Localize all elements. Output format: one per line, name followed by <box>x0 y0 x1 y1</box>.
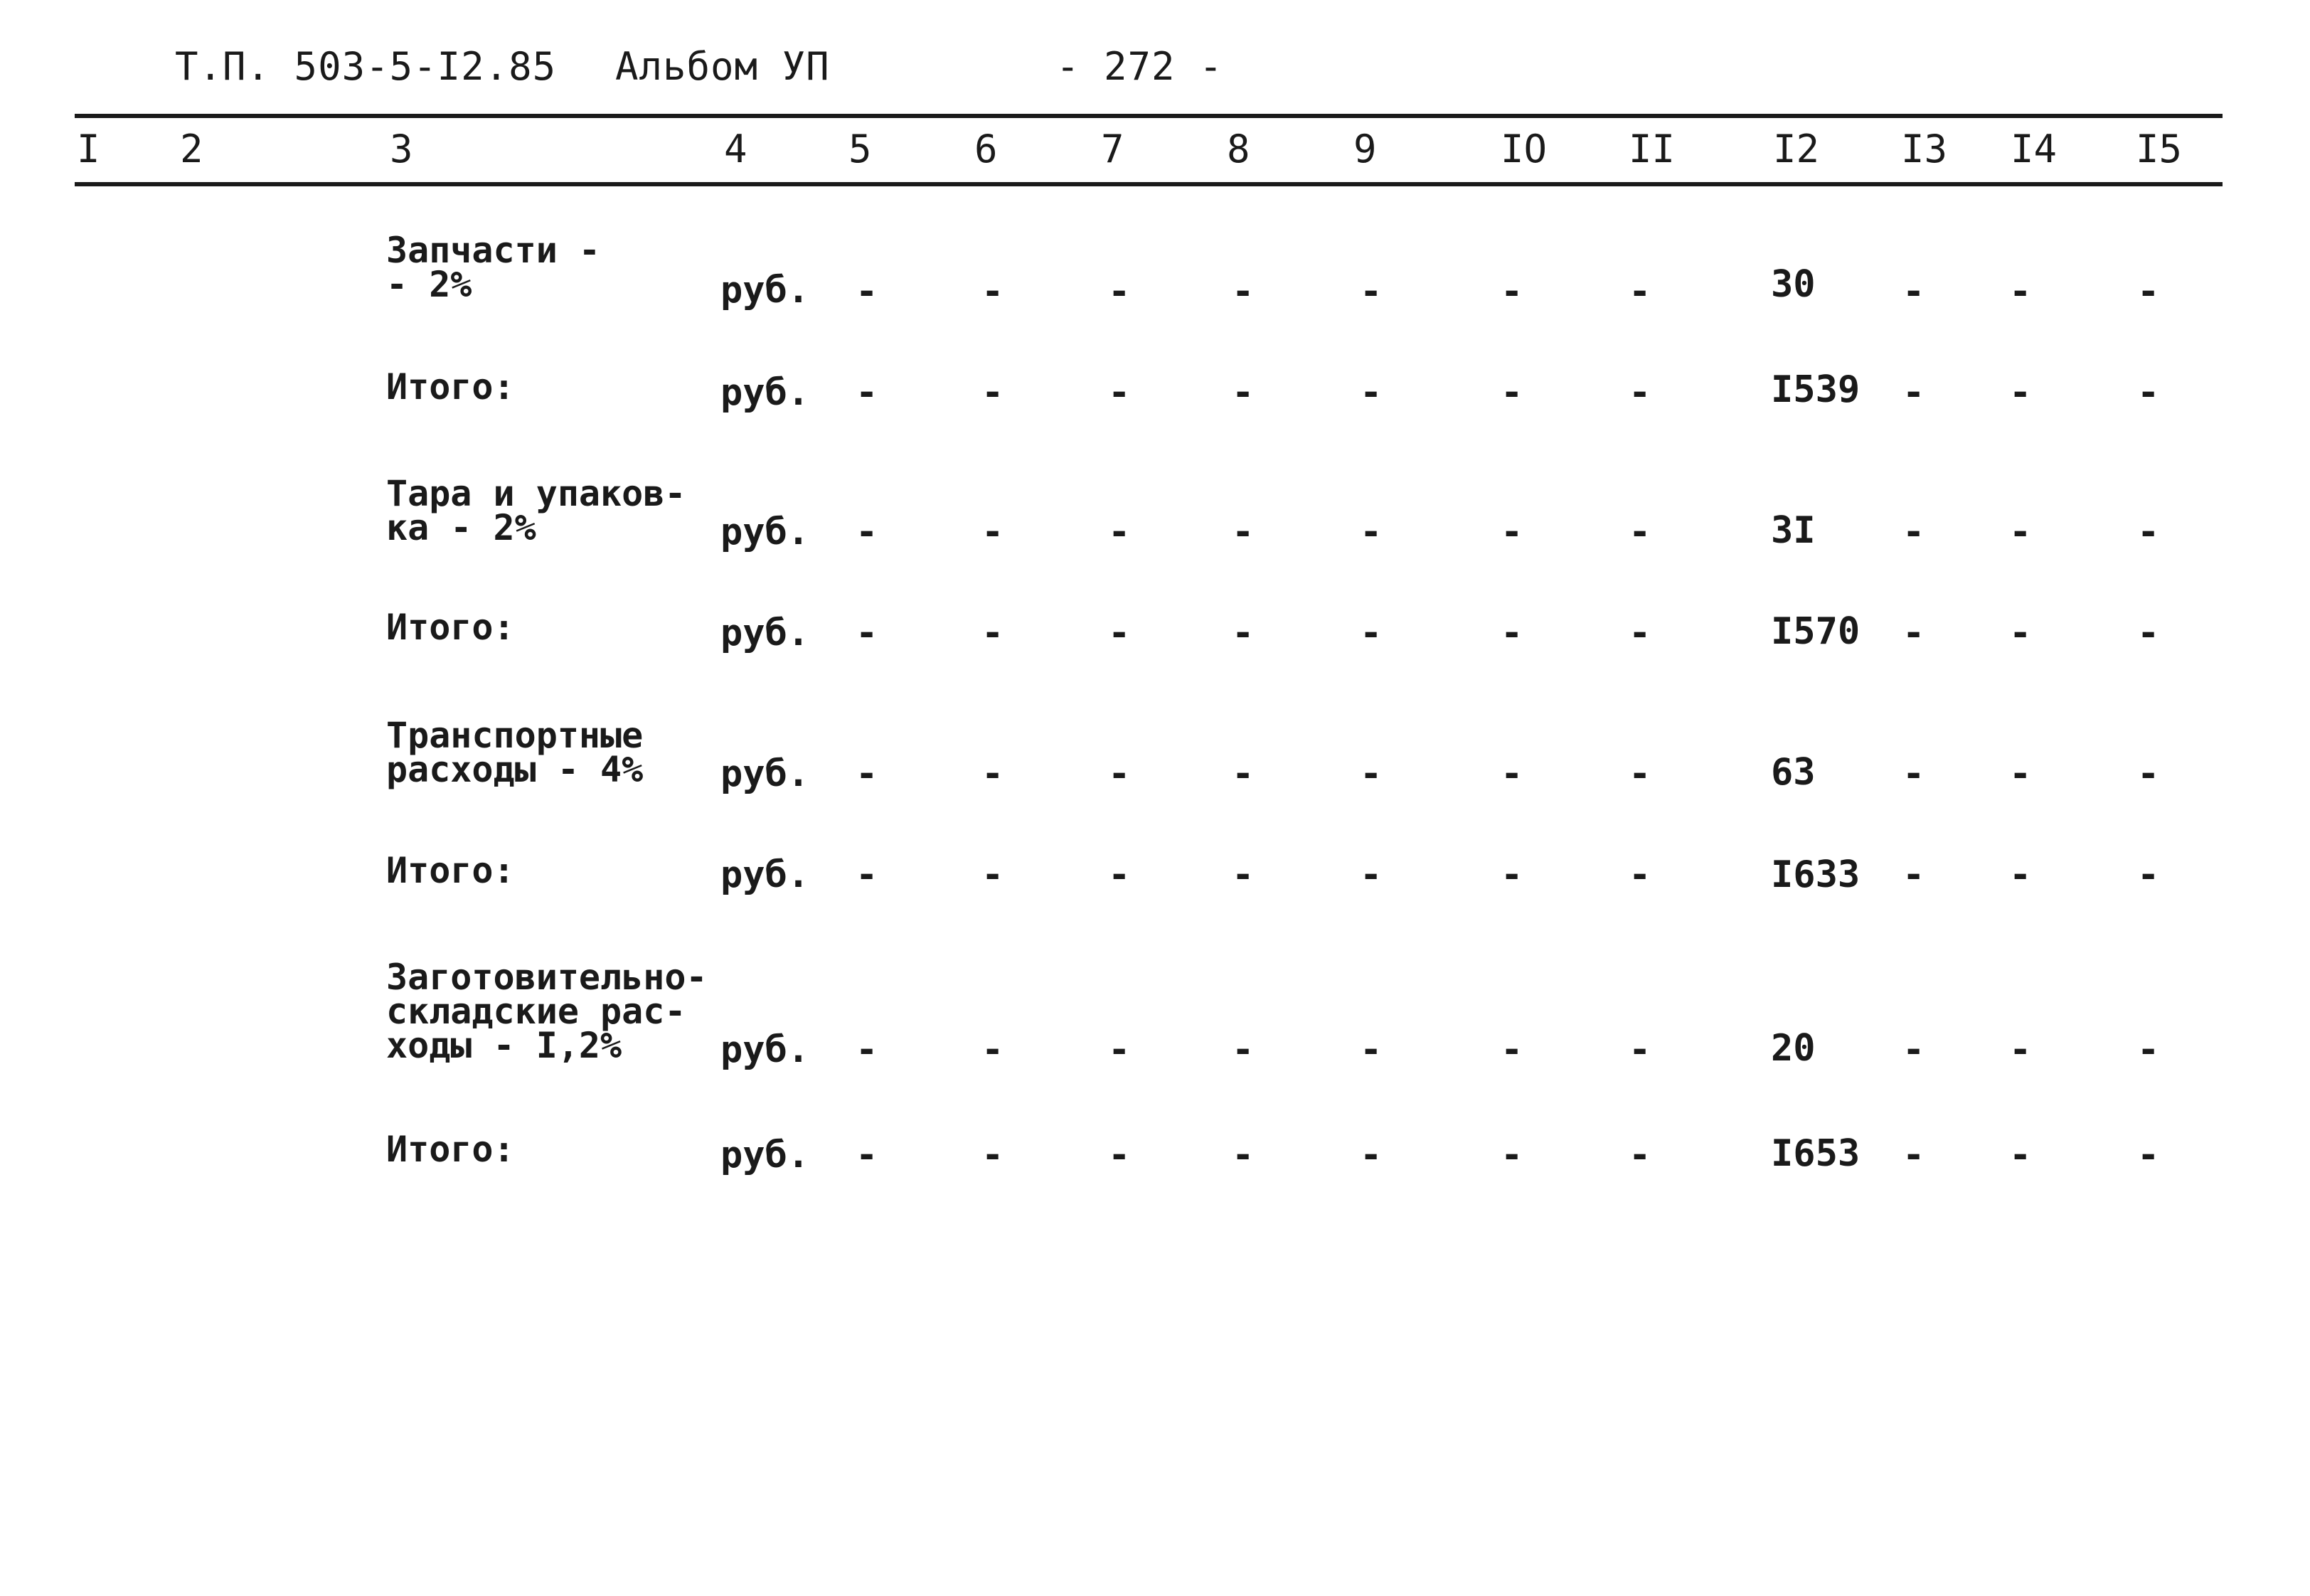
column-header-1: I <box>77 127 100 171</box>
empty-cell-dash: - <box>981 371 1004 414</box>
empty-cell-dash: - <box>2137 752 2160 795</box>
column-header-8: 8 <box>1227 127 1250 171</box>
page-number: - 272 - <box>1056 44 1223 89</box>
column-header-14: I4 <box>2011 127 2058 171</box>
empty-cell-dash: - <box>1501 1028 1523 1071</box>
empty-cell-dash: - <box>1629 612 1651 654</box>
empty-cell-dash: - <box>2009 612 2032 654</box>
empty-cell-dash: - <box>1108 752 1131 795</box>
empty-cell-dash: - <box>2137 1028 2160 1071</box>
row-value-col12: I633 <box>1771 853 1861 896</box>
empty-cell-dash: - <box>981 752 1004 795</box>
empty-cell-dash: - <box>1501 1134 1523 1176</box>
empty-cell-dash: - <box>1629 752 1651 795</box>
empty-cell-dash: - <box>856 511 878 553</box>
empty-cell-dash: - <box>1501 270 1523 313</box>
empty-cell-dash: - <box>1360 1134 1383 1176</box>
empty-cell-dash: - <box>1108 371 1131 414</box>
empty-cell-dash: - <box>1902 612 1925 654</box>
empty-cell-dash: - <box>856 1028 878 1071</box>
empty-cell-dash: - <box>2137 270 2160 313</box>
empty-cell-dash: - <box>2009 511 2032 553</box>
empty-cell-dash: - <box>1108 1134 1131 1176</box>
empty-cell-dash: - <box>2137 511 2160 553</box>
empty-cell-dash: - <box>2009 752 2032 795</box>
row-unit: руб. <box>720 269 810 312</box>
empty-cell-dash: - <box>1360 511 1383 553</box>
empty-cell-dash: - <box>856 371 878 414</box>
empty-cell-dash: - <box>1902 1134 1925 1176</box>
empty-cell-dash: - <box>981 612 1004 654</box>
row-value-col12: 30 <box>1771 263 1816 306</box>
empty-cell-dash: - <box>1501 612 1523 654</box>
empty-cell-dash: - <box>1232 853 1255 896</box>
empty-cell-dash: - <box>1232 270 1255 313</box>
empty-cell-dash: - <box>2009 853 2032 896</box>
column-header-10: IO <box>1501 127 1548 171</box>
column-header-12: I2 <box>1773 127 1820 171</box>
album-label: Альбом УП <box>615 44 830 89</box>
empty-cell-dash: - <box>1232 371 1255 414</box>
empty-cell-dash: - <box>1232 1028 1255 1071</box>
empty-cell-dash: - <box>1501 511 1523 553</box>
row-value-col12: I653 <box>1771 1132 1861 1175</box>
empty-cell-dash: - <box>1902 270 1925 313</box>
row-value-col12: 63 <box>1771 751 1816 794</box>
row-label: Запчасти - - 2% <box>386 230 601 305</box>
empty-cell-dash: - <box>1232 612 1255 654</box>
empty-cell-dash: - <box>1902 371 1925 414</box>
empty-cell-dash: - <box>2137 853 2160 896</box>
table-header-rule <box>75 182 2223 186</box>
row-unit: руб. <box>720 1028 810 1071</box>
empty-cell-dash: - <box>856 1134 878 1176</box>
empty-cell-dash: - <box>981 853 1004 896</box>
row-label: Транспортные расходы - 4% <box>386 715 644 790</box>
empty-cell-dash: - <box>1360 752 1383 795</box>
column-header-11: II <box>1629 127 1676 171</box>
empty-cell-dash: - <box>856 270 878 313</box>
document-code: Т.П. 503-5-I2.85 <box>175 44 557 89</box>
column-header-6: 6 <box>974 127 998 171</box>
row-value-col12: I570 <box>1771 610 1861 653</box>
empty-cell-dash: - <box>1360 612 1383 654</box>
empty-cell-dash: - <box>1360 1028 1383 1071</box>
empty-cell-dash: - <box>1108 511 1131 553</box>
empty-cell-dash: - <box>981 1028 1004 1071</box>
empty-cell-dash: - <box>1360 371 1383 414</box>
table-top-rule <box>75 114 2223 118</box>
empty-cell-dash: - <box>1108 270 1131 313</box>
empty-cell-dash: - <box>2137 612 2160 654</box>
empty-cell-dash: - <box>2009 270 2032 313</box>
empty-cell-dash: - <box>2009 371 2032 414</box>
empty-cell-dash: - <box>2137 1134 2160 1176</box>
row-unit: руб. <box>720 1134 810 1176</box>
empty-cell-dash: - <box>1629 853 1651 896</box>
column-header-3: 3 <box>390 127 413 171</box>
empty-cell-dash: - <box>981 1134 1004 1176</box>
empty-cell-dash: - <box>856 752 878 795</box>
empty-cell-dash: - <box>1902 752 1925 795</box>
row-unit: руб. <box>720 511 810 553</box>
column-header-7: 7 <box>1101 127 1124 171</box>
column-header-9: 9 <box>1353 127 1377 171</box>
empty-cell-dash: - <box>1902 853 1925 896</box>
empty-cell-dash: - <box>1108 1028 1131 1071</box>
row-value-col12: 20 <box>1771 1027 1816 1070</box>
column-header-13: I3 <box>1901 127 1948 171</box>
empty-cell-dash: - <box>1902 1028 1925 1071</box>
row-label: Заготовительно- складские рас- ходы - I,2% <box>386 957 708 1066</box>
empty-cell-dash: - <box>1501 853 1523 896</box>
empty-cell-dash: - <box>981 511 1004 553</box>
empty-cell-dash: - <box>1108 853 1131 896</box>
row-unit: руб. <box>720 853 810 896</box>
row-unit: руб. <box>720 371 810 414</box>
empty-cell-dash: - <box>1629 1134 1651 1176</box>
column-header-4: 4 <box>724 127 747 171</box>
empty-cell-dash: - <box>2009 1028 2032 1071</box>
empty-cell-dash: - <box>1629 1028 1651 1071</box>
row-unit: руб. <box>720 752 810 795</box>
row-value-col12: I539 <box>1771 368 1861 411</box>
row-label: Итого: <box>386 607 515 648</box>
empty-cell-dash: - <box>2137 371 2160 414</box>
row-label: Итого: <box>386 1129 515 1170</box>
empty-cell-dash: - <box>856 612 878 654</box>
empty-cell-dash: - <box>1629 270 1651 313</box>
empty-cell-dash: - <box>1902 511 1925 553</box>
empty-cell-dash: - <box>1360 270 1383 313</box>
empty-cell-dash: - <box>1360 853 1383 896</box>
row-label: Итого: <box>386 366 515 408</box>
empty-cell-dash: - <box>1629 511 1651 553</box>
empty-cell-dash: - <box>1501 752 1523 795</box>
empty-cell-dash: - <box>2009 1134 2032 1176</box>
empty-cell-dash: - <box>1232 1134 1255 1176</box>
column-header-5: 5 <box>848 127 872 171</box>
empty-cell-dash: - <box>1232 511 1255 553</box>
empty-cell-dash: - <box>1501 371 1523 414</box>
empty-cell-dash: - <box>1232 752 1255 795</box>
empty-cell-dash: - <box>1629 371 1651 414</box>
row-label: Тара и упаков- ка - 2% <box>386 473 686 548</box>
row-label: Итого: <box>386 850 515 891</box>
column-header-15: I5 <box>2136 127 2183 171</box>
empty-cell-dash: - <box>1108 612 1131 654</box>
column-header-2: 2 <box>180 127 203 171</box>
row-value-col12: 3I <box>1771 509 1816 552</box>
empty-cell-dash: - <box>981 270 1004 313</box>
row-unit: руб. <box>720 612 810 654</box>
empty-cell-dash: - <box>856 853 878 896</box>
